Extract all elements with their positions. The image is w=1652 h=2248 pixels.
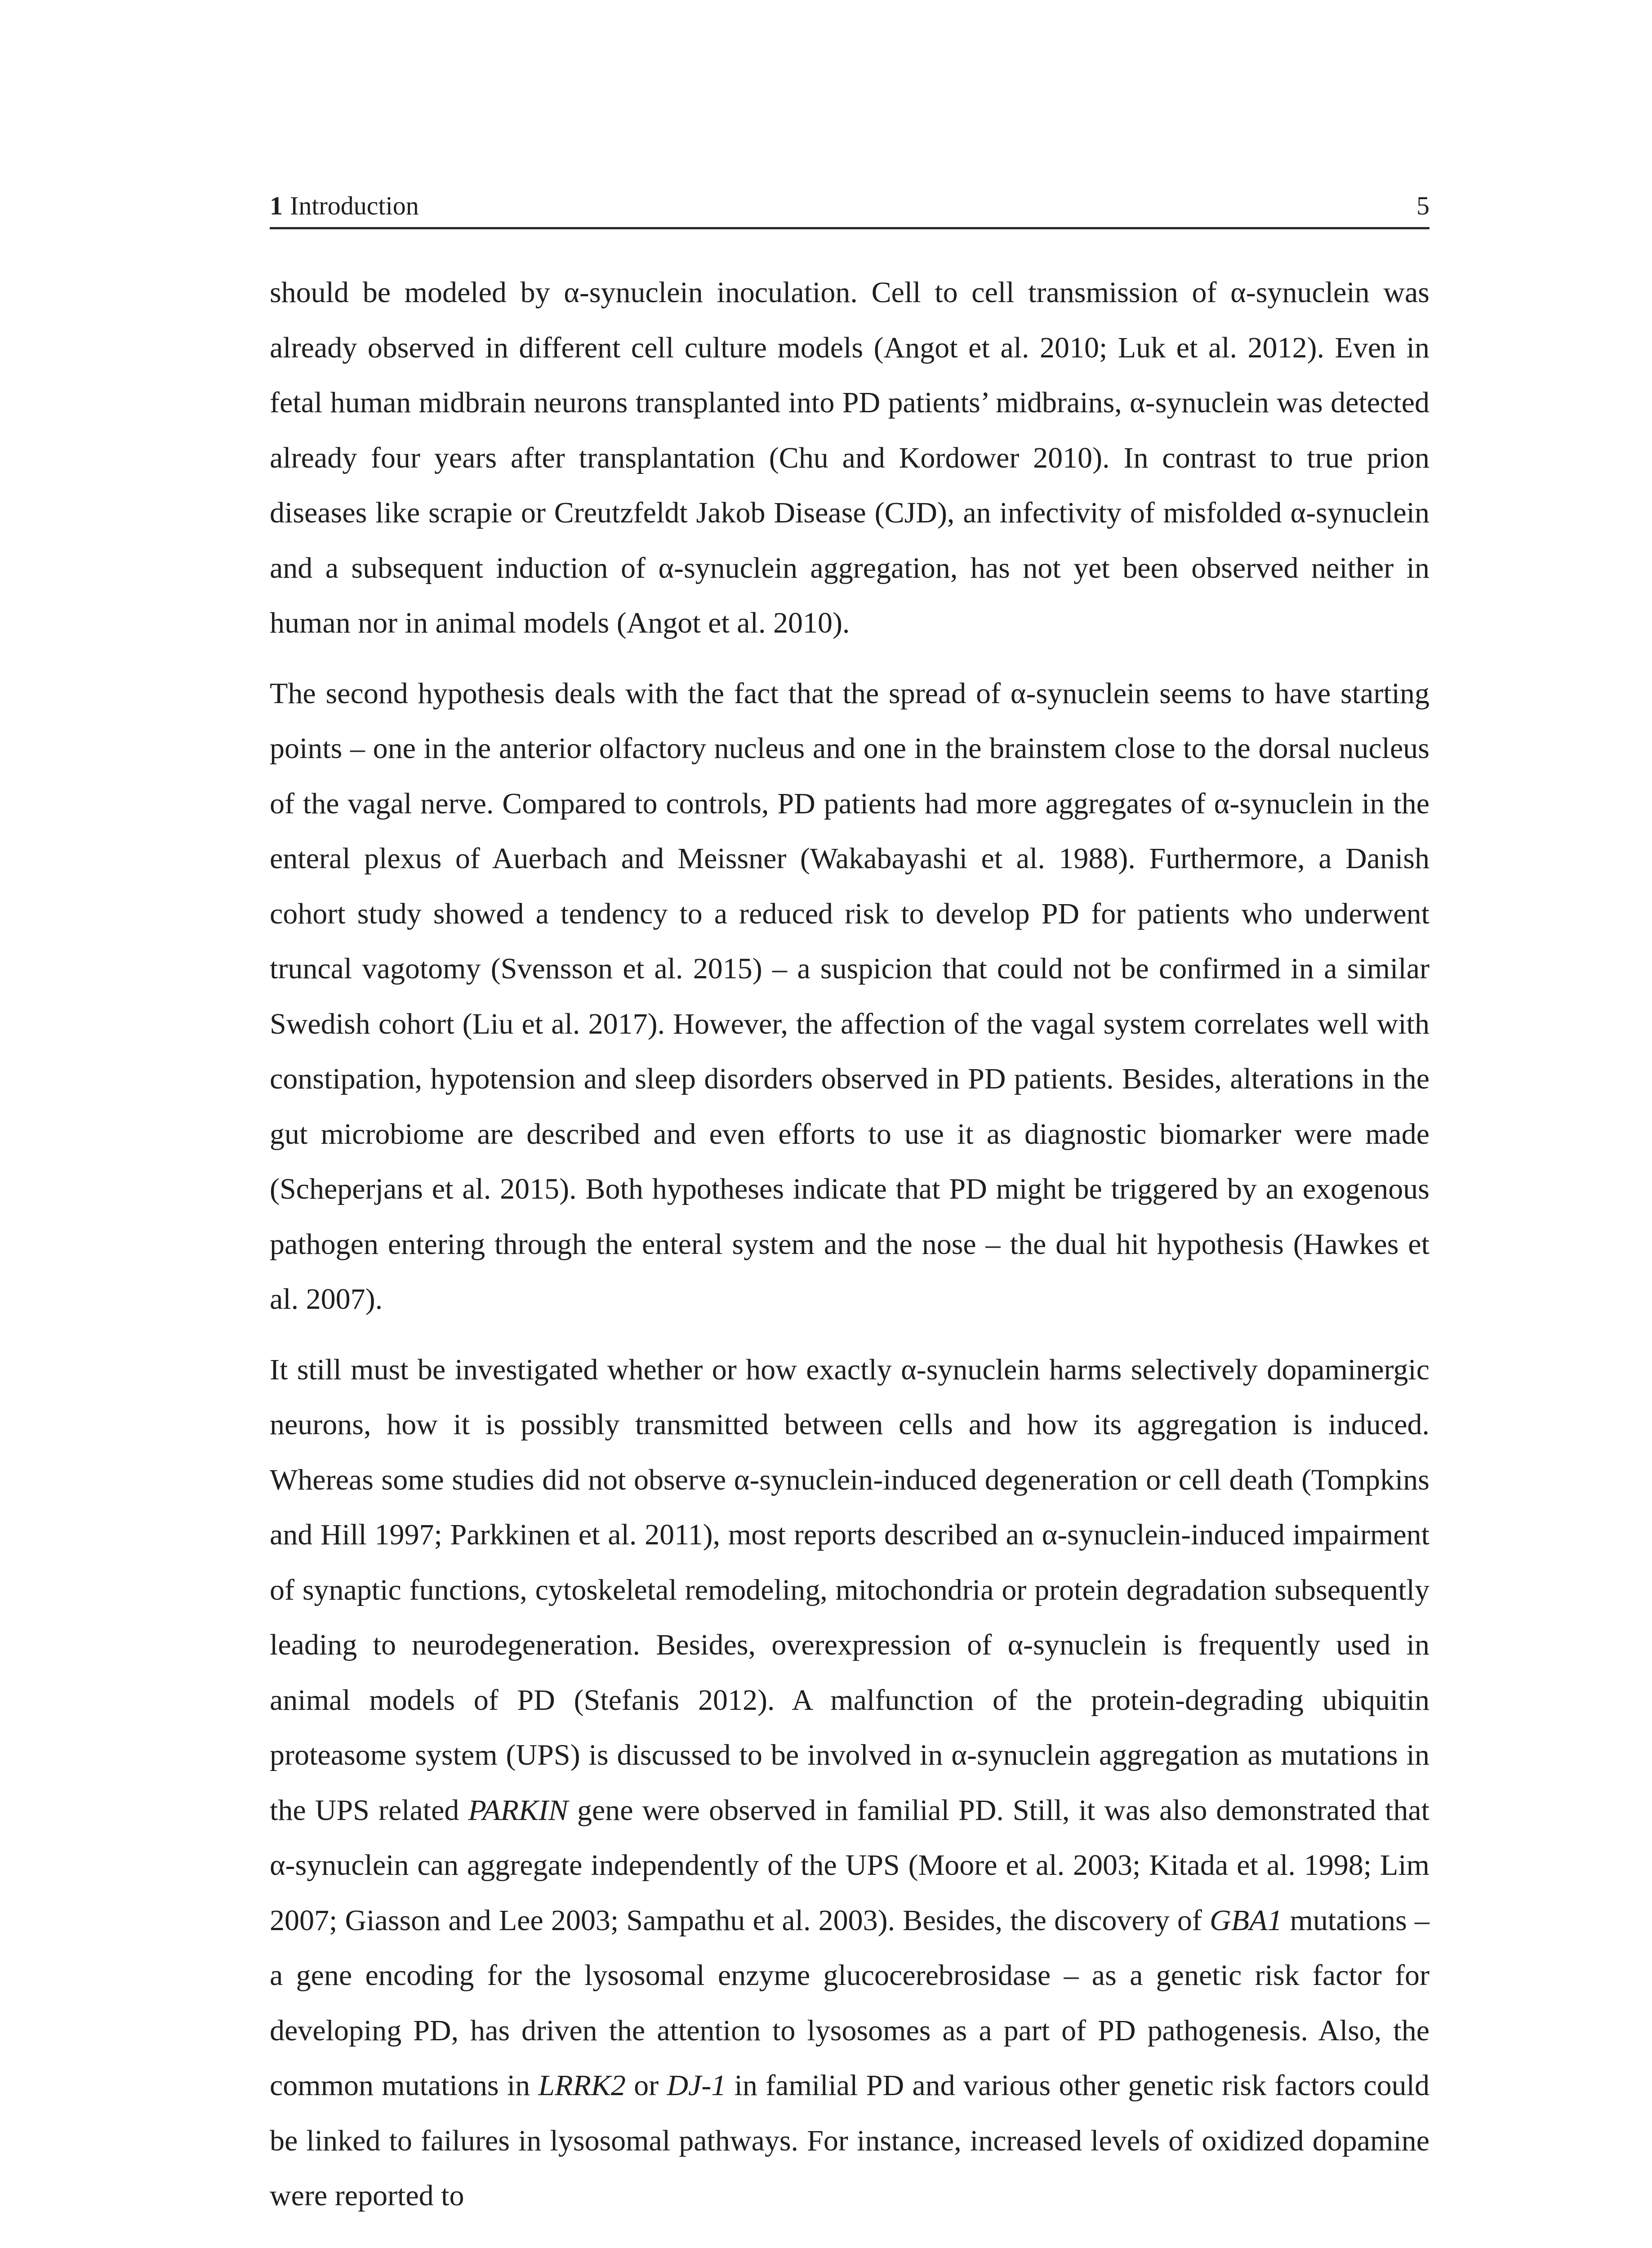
running-header xyxy=(270,189,1429,229)
header-page-number: 5 xyxy=(1416,191,1429,220)
gene-name-gba1: GBA1 xyxy=(1210,1904,1282,1937)
paragraph-2-text: The second hypothesis deals with the fact that the spread of α-synuclein seems to have starting points – one in the anterior olfactory nucleus and one in the brainstem close to the dorsal nucleus of the vagal nerve. Compared to controls, PD patients had more aggregates of α-synuclein in the enteral plexus of Auerbach and Meissner (Wakabayashi et al. 1988). Furthermore, a Danish cohort study showed a tendency to a reduced risk to develop PD for patients who underwent truncal vagotomy (Svensson et al. 2015) – a suspicion that could not be confirmed in a similar Swedish cohort (Liu et al. 2017). However, the affection of the vagal system correlates well with constipation, hypotension and sleep disorders observed in PD patients. Besides, alterations in the gut microbiome are described and even efforts to use it as diagnostic biomarker were made (Scheperjans et al. 2015). Both hypotheses indicate that PD might be triggered by an exogenous pathogen entering through the enteral system and the nose – the dual hit hypothesis (Hawkes et al. 2007). xyxy=(270,677,1429,1316)
gene-name-parkin: PARKIN xyxy=(468,1793,568,1827)
paragraph-3-text-part-5: in familial PD and various other genetic risk factors could be linked to failures in lysosomal pathways. For instance, increased levels of oxidized dopamine were reported to xyxy=(270,2069,1429,2212)
paragraph-1 xyxy=(270,265,1429,651)
gene-name-lrrk2: LRRK2 xyxy=(538,2069,626,2102)
body-text xyxy=(270,265,1429,2239)
paragraph-3-text-part-4: or xyxy=(625,2069,667,2102)
paragraph-2 xyxy=(270,666,1429,1327)
paragraph-3-text-part-3: mutations – a gene encoding for the lysosomal enzyme glucocerebrosidase – as a genetic risk factor for developing PD, has driven the attention to lysosomes as a part of PD pathogenesis. Also, the common mutations in xyxy=(270,1904,1430,2102)
header-chapter xyxy=(270,193,419,219)
gene-name-dj1: DJ-1 xyxy=(667,2069,726,2102)
header-chapter-title: Introduction xyxy=(290,191,419,220)
header-chapter-number: 1 xyxy=(270,191,283,220)
paragraph-3-text-part-1: It still must be investigated whether or how exactly α-synuclein harms selectively dopaminergic neurons, how it is possibly transmitted between cells and how its aggregation is induced. Whereas some studies did not observe α-synuclein-induced degeneration or cell death (Tompkins and Hill 1997; Parkkinen et al. 2011), most reports described an α-synuclein-induced impairment of synaptic functions, cytoskeletal remodeling, mitochondria or protein degradation subsequently leading to neurodegeneration. Besides, overexpression of α-synuclein is frequently used in animal models of PD (Stefanis 2012). A malfunction of the protein-degrading ubiquitin proteasome system (UPS) is discussed to be involved in α-synuclein aggregation as mutations in the UPS related xyxy=(270,1353,1429,1827)
paragraph-3 xyxy=(270,1343,1429,2224)
paragraph-1-text: should be modeled by α-synuclein inoculation. Cell to cell transmission of α-synuclein was already observed in different cell culture models (Angot et al. 2010; Luk et al. 2012). Even in fetal human midbrain neurons transplanted into PD patients’ midbrains, α-synuclein was detected already four years after transplantation (Chu and Kordower 2010). In contrast to true prion diseases like scrapie or Creutzfeldt Jakob Disease (CJD), an infectivity of misfolded α-synuclein and a subsequent induction of α-synuclein aggregation, has not yet been observed neither in human nor in animal models (Angot et al. 2010). xyxy=(270,276,1429,639)
paragraph-3-text-part-2: gene were observed in familial PD. Still, it was also demonstrated that α-synuclein can aggregate independently of the UPS (Moore et al. 2003; Kitada et al. 1998; Lim 2007; Giasson and Lee 2003; Sampathu et al. 2003). Besides, the discovery of xyxy=(270,1793,1429,1937)
